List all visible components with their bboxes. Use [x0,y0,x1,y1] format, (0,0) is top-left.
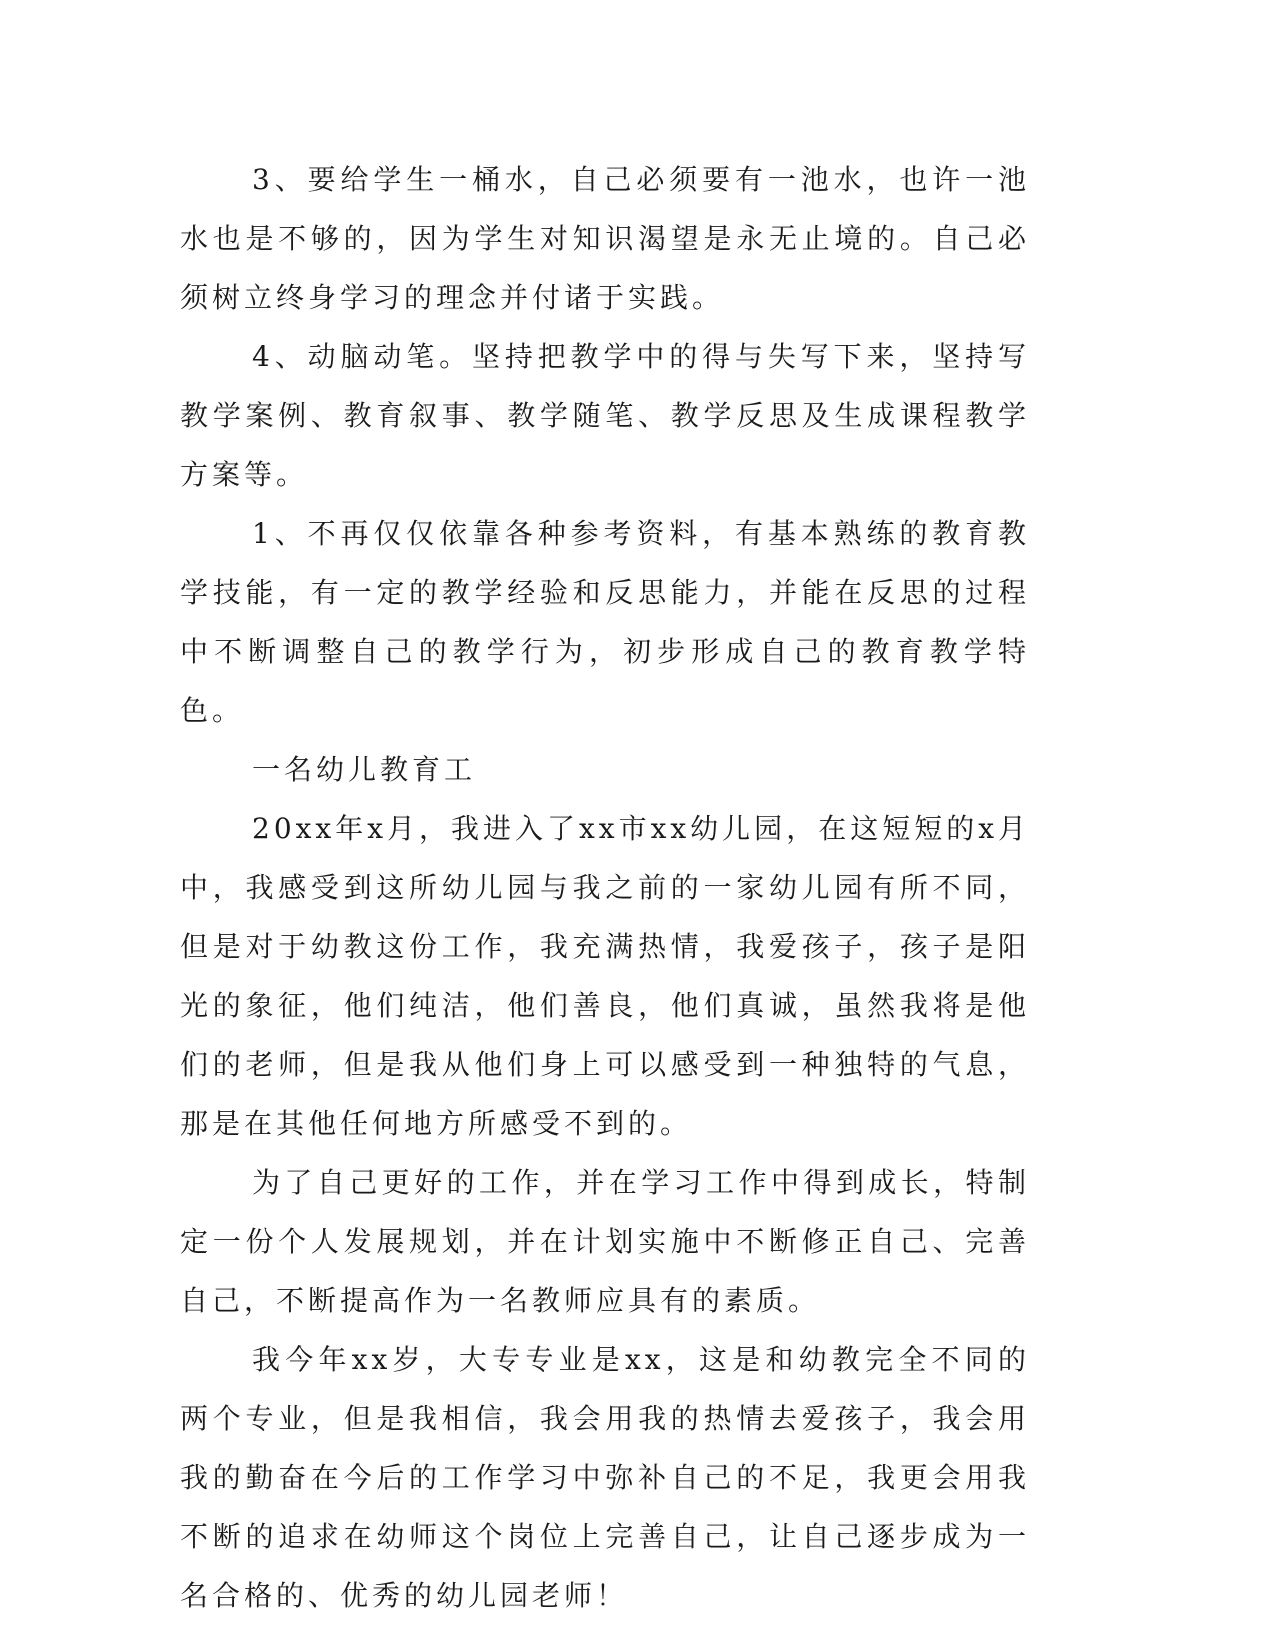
document-body [180,150,1030,1625]
paragraph-purpose: 为了自己更好的工作，并在学习工作中得到成长，特制定一份个人发展规划，并在计划实施中不断修正自己、完善自己，不断提高作为一名教师应具有的素质。 [180,1166,1030,1317]
paragraph-point-3: 3、要给学生一桶水，自己必须要有一池水，也许一池水也是不够的，因为学生对知识渴望是永无止境的。自己必须树立终身学习的理念并付诸于实践。 [180,163,1030,314]
paragraph-self-description: 我今年xx岁，大专专业是xx，这是和幼教完全不同的两个专业，但是我相信，我会用我的热情去爱孩子，我会用我的勤奋在今后的工作学习中弥补自己的不足，我更会用我不断的追求在幼师这个岗位上完善自己，让自己逐步成为一名合格的、优秀的幼儿园老师！ [180,1343,1030,1612]
paragraph-point-1: 1、不再仅仅依靠各种参考资料，有基本熟练的教育教学技能，有一定的教学经验和反思能力，并能在反思的过程中不断调整自己的教学行为，初步形成自己的教育教学特色。 [180,517,1030,727]
section-heading: 一名幼儿教育工 [252,753,477,786]
paragraph-intro: 20xx年x月，我进入了xx市xx幼儿园，在这短短的x月中，我感受到这所幼儿园与我之前的一家幼儿园有所不同，但是对于幼教这份工作，我充满热情，我爱孩子，孩子是阳光的象征，他们纯洁，他们善良，他们真诚，虽然我将是他们的老师，但是我从他们身上可以感受到一种独特的气息，那是在其他任何地方所感受不到的。 [180,812,1030,1140]
paragraph-point-4: 4、动脑动笔。坚持把教学中的得与失写下来，坚持写教学案例、教育叙事、教学随笔、教学反思及生成课程教学方案等。 [180,340,1030,491]
